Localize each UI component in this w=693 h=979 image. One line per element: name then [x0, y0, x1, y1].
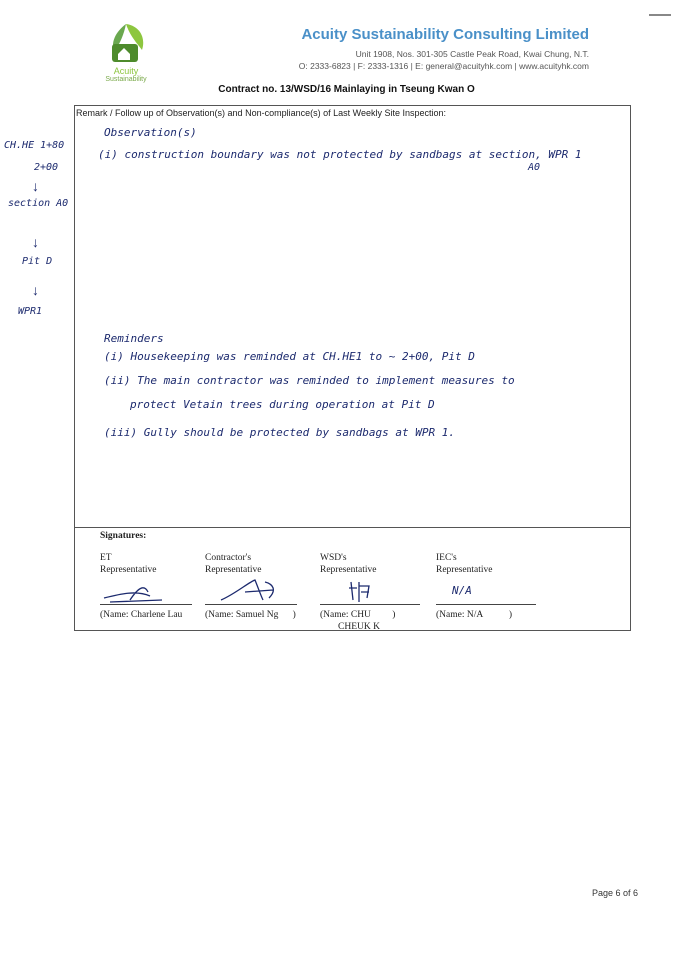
reminder-3: (iii) Gully should be protected by sandbags at WPR 1.: [104, 426, 455, 439]
wsd-signature-line: [320, 604, 420, 605]
side-note-chainage: CH.HE 1+80: [4, 140, 65, 151]
company-name: Acuity Sustainability Consulting Limited: [301, 26, 589, 43]
down-arrow-icon: ↓: [32, 178, 39, 194]
iec-representative-label: IEC's Representative: [436, 553, 493, 575]
contractor-signature-line: [205, 604, 297, 605]
iec-name: (Name: N/A ): [436, 610, 512, 620]
contractor-representative-label: Contractor's Representative: [205, 553, 262, 575]
signatures-heading: Signatures:: [100, 531, 147, 541]
reminder-2-cont: protect Vetain trees during operation at Pit D: [130, 398, 435, 411]
side-note-wpr: WPR1: [18, 306, 43, 317]
observation-heading: Observation(s): [104, 126, 197, 139]
side-note-chainage-end: 2+00: [34, 162, 59, 173]
iec-signature: N/A: [452, 584, 472, 597]
observation-1: (i) construction boundary was not protected by sandbags at section, WPR 1: [98, 148, 582, 161]
contractor-signature: [215, 576, 295, 606]
contractor-name: (Name: Samuel Ng ): [205, 610, 296, 620]
page-number: Page 6 of 6: [591, 888, 638, 898]
et-signature: [100, 580, 180, 606]
wsd-name: (Name: CHU ) CHEUK K: [320, 610, 396, 632]
company-address: Unit 1908, Nos. 301-305 Castle Peak Road, Kwai Chung, N.T. O: 2333-6823 | F: 2333-1316 | E: general@acuityhk.com | www.acuityhk.com: [298, 49, 589, 71]
wsd-signature: [345, 578, 375, 606]
wsd-representative-label: WSD's Representative: [320, 553, 377, 575]
contract-title: Contract no. 13/WSD/16 Mainlaying in Tseung Kwan O: [218, 84, 475, 95]
observation-1-section: A0: [528, 162, 541, 173]
et-signature-line: [100, 604, 192, 605]
scan-mark: [649, 14, 671, 16]
et-name: (Name: Charlene Lau: [100, 610, 183, 620]
reminders-heading: Reminders: [104, 332, 164, 345]
side-note-pit: Pit D: [22, 256, 53, 267]
reminder-1: (i) Housekeeping was reminded at CH.HE1 to ~ 2+00, Pit D: [104, 350, 475, 363]
down-arrow-icon: ↓: [32, 234, 39, 250]
et-representative-label: ET Representative: [100, 553, 157, 575]
iec-signature-line: [436, 604, 536, 605]
signature-divider: [74, 527, 631, 528]
side-note-section: section A0: [8, 198, 69, 209]
remark-label: Remark / Follow up of Observation(s) and Non-compliance(s) of Last Weekly Site Inspection:: [76, 108, 446, 118]
logo-caption: Acuity Sustainability: [105, 66, 147, 83]
reminder-2: (ii) The main contractor was reminded to implement measures to: [104, 374, 515, 387]
down-arrow-icon: ↓: [32, 282, 39, 298]
